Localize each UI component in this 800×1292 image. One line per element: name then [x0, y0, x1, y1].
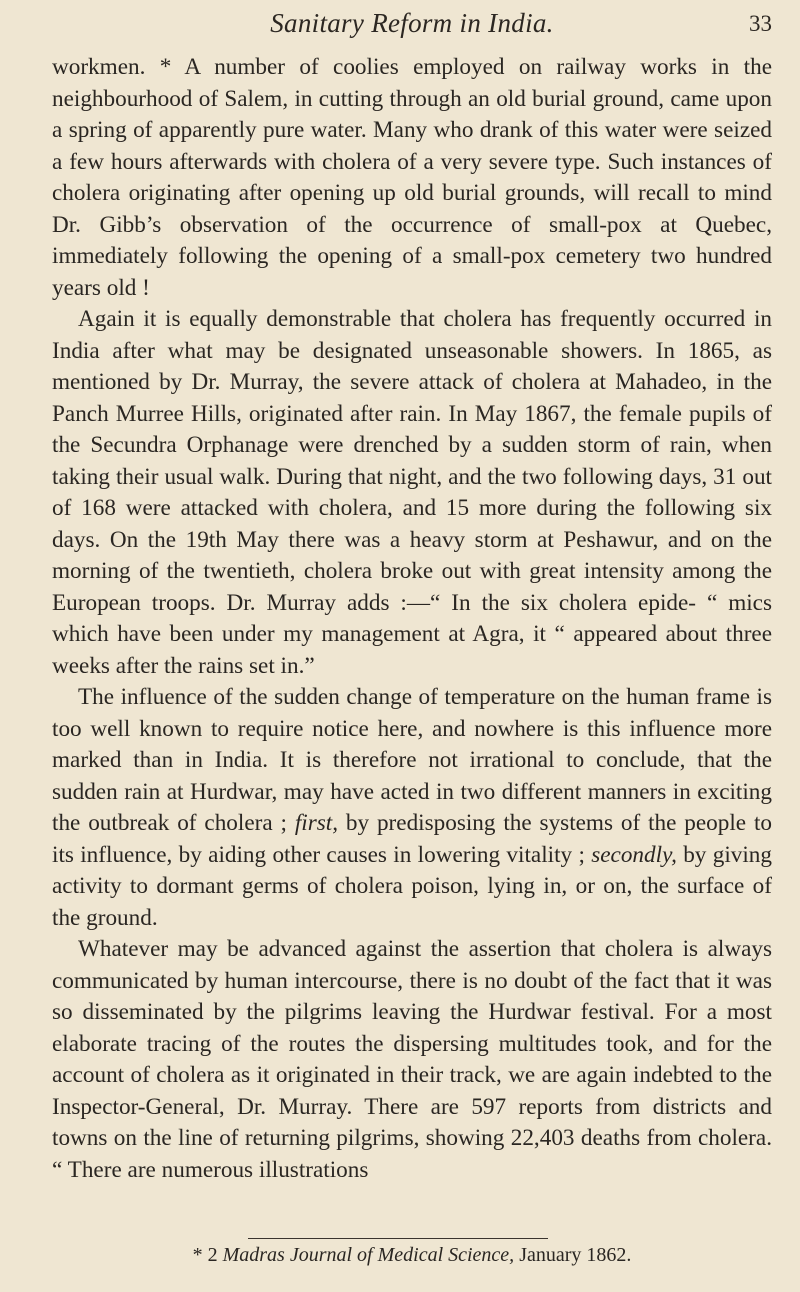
footnote-rule — [248, 1238, 548, 1239]
text-run: The influence of the sudden change of temperature on the human frame is too well known to require notice here, and nowhere is this influence more marked than in India. It is therefore not irrational to conclude, that the sudden rain at Hurdwar, may have acted in two different manners in exciting the outbreak of cholera ; — [52, 684, 772, 836]
body-text — [52, 52, 772, 1186]
running-head — [52, 8, 772, 48]
text-run: Whatever may be advanced against the assertion that cholera is always communicated by human intercourse, there is no doubt of the fact that it was so disseminated by the pilgrims leaving the Hurdwar festival. For a most elaborate tracing of the routes the dispersing multitudes took, and for the account of cholera as it originated in their track, we are again indebted to the Inspector-General, Dr. Murray. There are 597 reports from districts and towns on the line of returning pilgrims, showing 22,403 deaths from cholera. “ There are numerous illustrations — [52, 936, 772, 1183]
italic-emphasis: first, — [294, 810, 339, 836]
paragraph — [52, 52, 772, 304]
text-run: workmen. * A number of coolies employed on railway works in the neighbourhood of Salem, in cutting through an old burial ground, came upon a spring of apparently pure water. Many who drank of this water were seized a few hours afterwards with cholera of a very severe type. Such instances of cholera originating after opening up old burial grounds, will recall to mind Dr. Gibb’s observation of the occurrence of small-pox at Quebec, immediately following the opening of a small-pox cemetery two hundred years old ! — [52, 54, 772, 301]
footnote-date: January 1862. — [519, 1244, 632, 1266]
page-number: 33 — [749, 11, 772, 36]
paragraph — [52, 304, 772, 682]
footnote — [52, 1242, 772, 1268]
text-run: Again it is equally demonstrable that cholera has frequently occurred in India after what may be designated unseasonable showers. In 1865, as mentioned by Dr. Murray, the severe attack of cholera at Mahadeo, in the Panch Murree Hills, originated after rain. In May 1867, the female pupils of the Secundra Orphanage were drenched by a sudden storm of rain, when taking their usual walk. During that night, and the two following days, 31 out of 168 were attacked with cholera, and 15 more during the following six days. On the 19th May there was a heavy storm at Peshawur, and on the morning of the twentieth, cholera broke out with great intensity among the European troops. Dr. Murray adds :—“ In the six cholera epide- “ mics which have been under my management at Agra, it “ appeared about three weeks after the rains set in.” — [52, 306, 772, 679]
paragraph — [52, 934, 772, 1186]
footnote-marker: * 2 — [192, 1244, 218, 1266]
italic-emphasis: secondly, — [591, 841, 677, 868]
paragraph — [52, 682, 772, 934]
text-run: by giving activity to dormant germs of cholera poison, lying in, or on, the surface of the ground. — [52, 841, 772, 931]
footnote-journal: Madras Journal of Medical Science, — [222, 1244, 515, 1266]
text-run: by predisposing the systems of the people to its influence, by aiding other causes in lowering vitality ; — [52, 810, 772, 868]
running-title: Sanitary Reform in India. — [270, 8, 554, 38]
